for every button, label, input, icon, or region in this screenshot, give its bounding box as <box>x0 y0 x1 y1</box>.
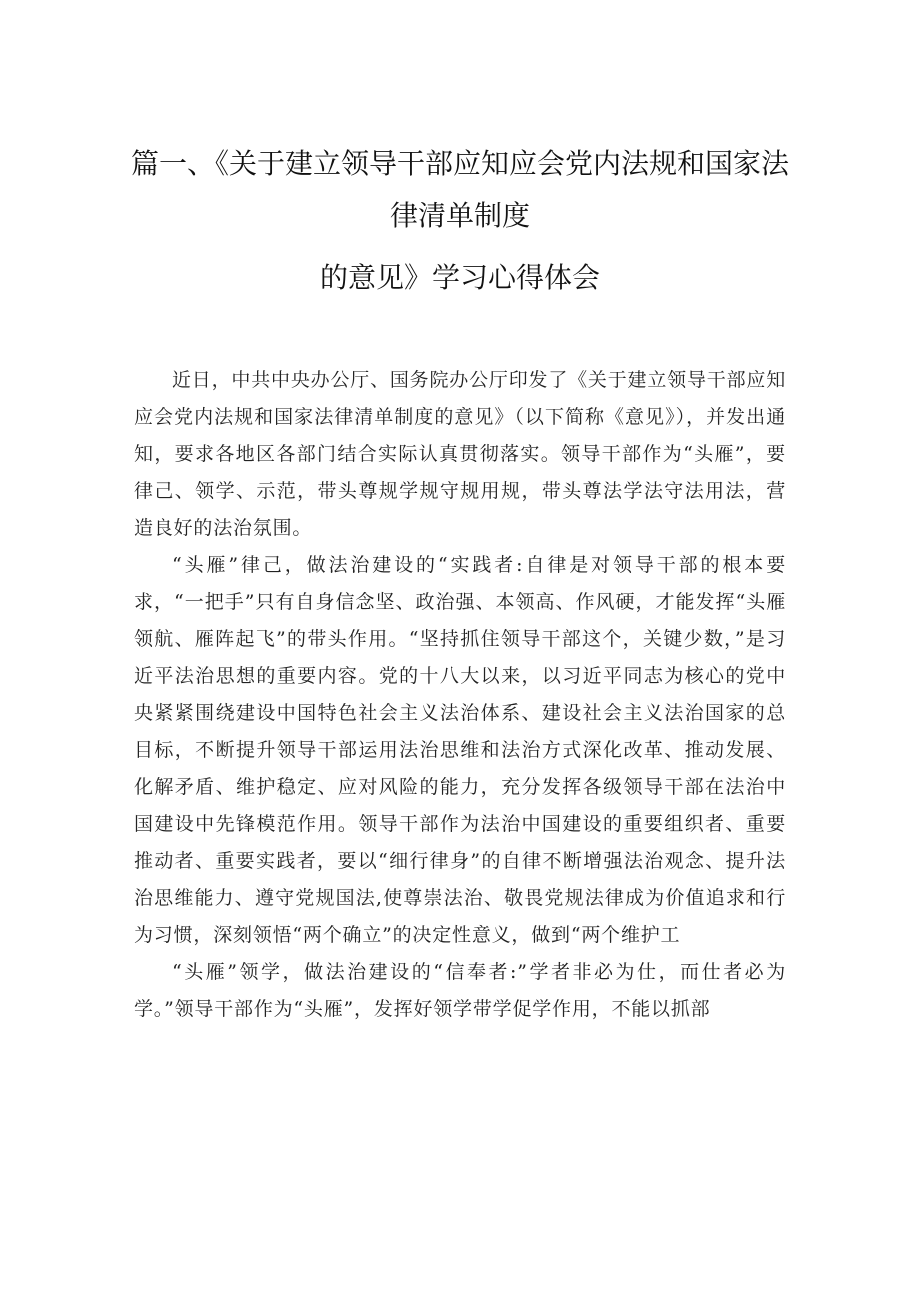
document-title-line-2: 律清单制度 <box>389 199 530 232</box>
paragraph-self-discipline: “头雁”律己，做法治建设的“实践者:自律是对领导干部的根本要求，“一把手”只有自身信念坚、政治强、本领高、作风硬，才能发挥“头雁领航、雁阵起飞”的带头作用。“坚持抓住领导干部这个，关键少数，”是习近平法治思想的重要内容。党的十八大以来，以习近平同志为核心的党中央紧紧围绕建设中国特色社会主义法治体系、建设社会主义法治国家的总目标，不断提升领导干部运用法治思维和法治方式深化改革、推动发展、化解矛盾、维护稳定、应对风险的能力，充分发挥各级领导干部在法治中国建设中先锋模范作用。领导干部作为法治中国建设的重要组织者、重要推动者、重要实践者，要以“细行律身”的自律不断增强法治观念、提升法治思维能力、遵守党规国法,使尊崇法治、敬畏党规法律成为价值追求和行为习惯，深刻领悟“两个确立”的决定性意义，做到“两个维护工 <box>134 554 786 946</box>
document-body <box>134 362 786 1028</box>
paragraph-intro: 近日，中共中央办公厅、国务院办公厅印发了《关于建立领导干部应知应会党内法规和国家法律清单制度的意见》（以下简称《意见》），并发出通知，要求各地区各部门结合实际认真贯彻落实。领导干部作为“头雁”，要律己、领学、示范，带头尊规学规守规用规，带头尊法学法守法用法，营造良好的法治氛围。 <box>134 369 786 539</box>
paragraph-lead-learning: “头雁”领学，做法治建设的“信奉者:”学者非必为仕，而仕者必为学。”领导干部作为“头雁”，发挥好领学带学促学作用，不能以抓部 <box>134 961 786 1020</box>
document-title-line-1: 篇一、《关于建立领导干部应知应会党内法规和国家法 <box>130 147 789 180</box>
document-title-line-3: 的意见》学习心得体会 <box>319 261 600 294</box>
